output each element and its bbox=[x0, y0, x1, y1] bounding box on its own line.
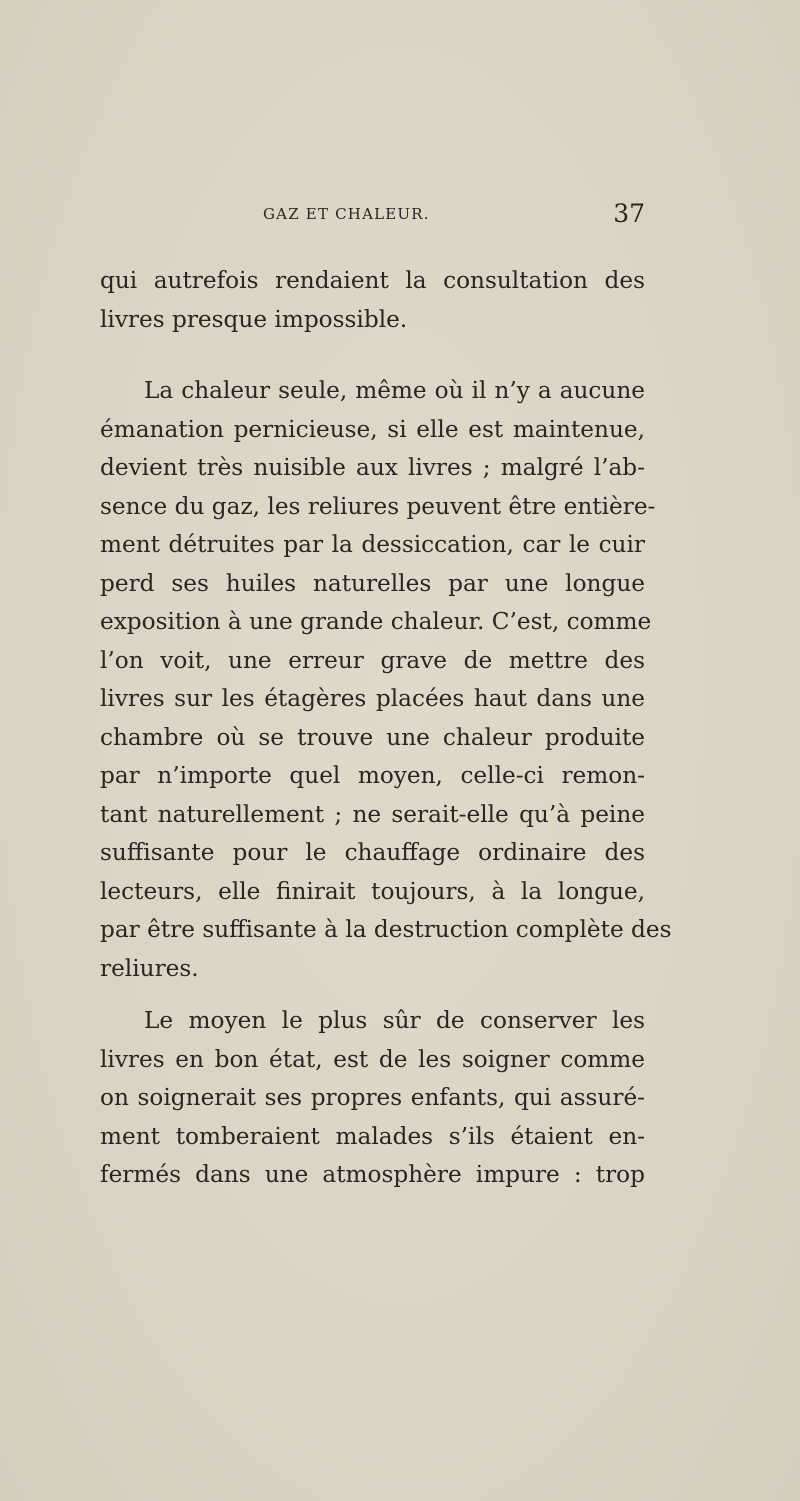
text-line: livres presque impossible. bbox=[100, 305, 408, 333]
text-line: exposition à une grande chaleur. C’est, comme bbox=[100, 608, 652, 635]
paragraph-gap bbox=[100, 988, 645, 1002]
text-line: fermés dans une atmosphère impure : trop bbox=[100, 1161, 645, 1188]
text-line: lecteurs, elle finirait toujours, à la longue, bbox=[100, 877, 645, 905]
body-text bbox=[100, 262, 672, 1195]
text-line: perd ses huiles naturelles par une longue bbox=[100, 569, 645, 597]
text-line: ment tomberaient malades s’ils étaient en- bbox=[100, 1122, 645, 1150]
text-line: reliures. bbox=[100, 954, 199, 982]
text-line: livres sur les étagères placées haut dans une bbox=[100, 685, 645, 712]
text-line: Le moyen le plus sûr de conserver les bbox=[144, 1007, 645, 1034]
text-line: par n’importe quel moyen, celle-ci remon- bbox=[100, 762, 645, 789]
paragraph-gap bbox=[100, 339, 645, 372]
text-line: livres en bon état, est de les soigner comme bbox=[100, 1045, 645, 1073]
running-title: GAZ ET CHALEUR. bbox=[263, 205, 430, 223]
text-line: sence du gaz, les reliures peuvent être entière- bbox=[100, 492, 656, 520]
text-line: l’on voit, une erreur grave de mettre des bbox=[100, 646, 645, 674]
text-line: qui autrefois rendaient la consultation des bbox=[100, 267, 645, 294]
paragraph-3 bbox=[100, 1002, 645, 1195]
text-line: La chaleur seule, même où il n’y a aucune bbox=[144, 377, 645, 404]
page-number: 37 bbox=[613, 199, 645, 228]
paragraph-2 bbox=[100, 372, 672, 988]
running-head bbox=[100, 199, 645, 233]
text-line: ment détruites par la dessiccation, car le cuir bbox=[100, 531, 645, 558]
text-line: devient très nuisible aux livres ; malgré l’ab- bbox=[100, 454, 645, 481]
text-line: on soignerait ses propres enfants, qui assuré- bbox=[100, 1084, 645, 1111]
paragraph-1 bbox=[100, 262, 645, 339]
text-line: chambre où se trouve une chaleur produite bbox=[100, 723, 645, 751]
text-line: émanation pernicieuse, si elle est maintenue, bbox=[100, 415, 645, 443]
text-line: tant naturellement ; ne serait-elle qu’à peine bbox=[100, 800, 645, 828]
text-line: suffisante pour le chauffage ordinaire des bbox=[100, 839, 645, 866]
text-line: par être suffisante à la destruction complète des bbox=[100, 916, 672, 943]
